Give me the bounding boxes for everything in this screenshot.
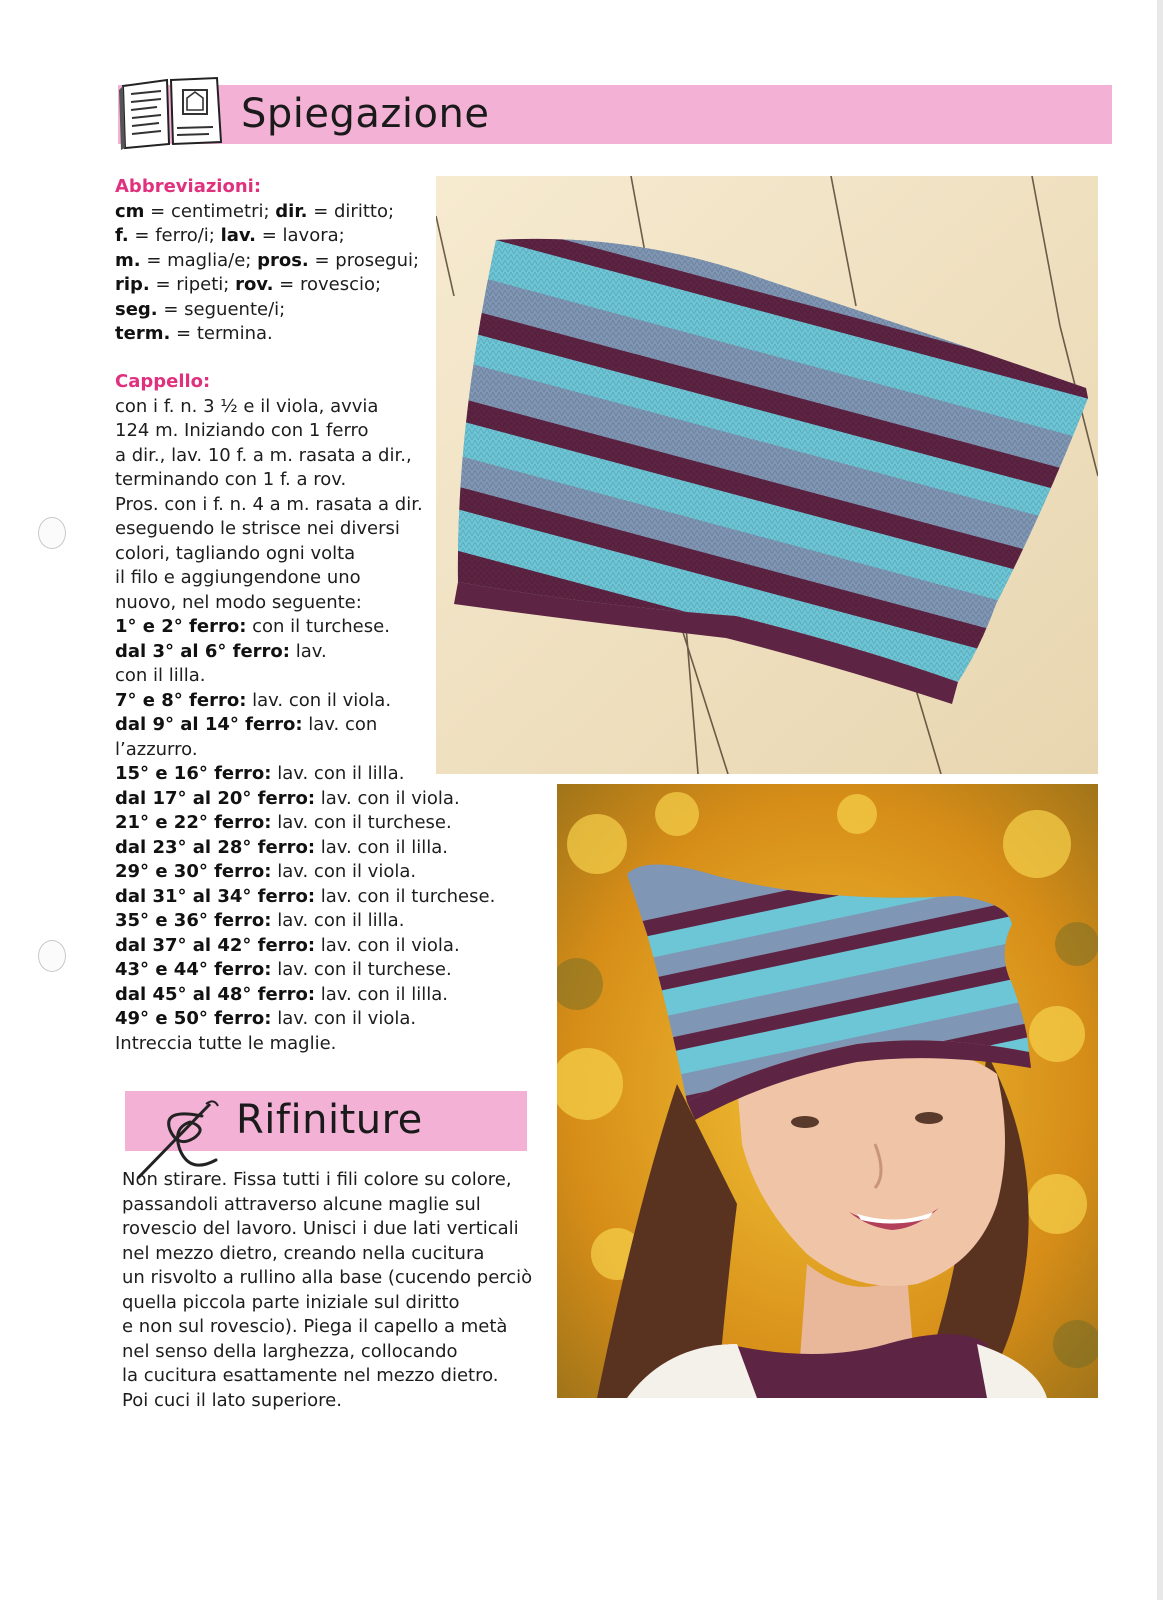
paragraph-line: nel senso della larghezza, collocando bbox=[122, 1340, 458, 1362]
line-text: = prosegui; bbox=[308, 249, 420, 271]
line-text: Intreccia tutte le maglie. bbox=[115, 1032, 337, 1054]
line-text: = ripeti; bbox=[149, 274, 236, 295]
bold-term: rov. bbox=[235, 274, 274, 295]
bold-term: 29° e 30° ferro: bbox=[115, 861, 272, 882]
paragraph-line: rovescio del lavoro. Unisci i due lati verticali bbox=[122, 1218, 519, 1239]
bold-term: dal 9° al 14° ferro: bbox=[115, 714, 303, 735]
line-text: con i f. n. 3 ½ e il viola, avvia bbox=[115, 395, 379, 417]
paragraph-line: la cucitura esattamente nel mezzo dietro. bbox=[122, 1365, 499, 1386]
instruction-line bbox=[115, 983, 495, 1008]
bold-term: rip. bbox=[115, 274, 150, 295]
line-text: a dir., lav. 10 f. a m. rasata a dir., bbox=[115, 444, 412, 466]
abbreviation-line bbox=[115, 249, 419, 274]
paragraph-line: passandoli attraverso alcune maglie sul bbox=[122, 1193, 481, 1215]
instruction-line bbox=[115, 860, 495, 885]
abbreviation-line bbox=[115, 224, 419, 249]
line-text: = seguente/i; bbox=[157, 298, 286, 320]
paragraph-line: Non stirare. Fissa tutti i fili colore su colore, bbox=[122, 1169, 512, 1190]
paragraph-line: un risvolto a rullino alla base (cucendo perciò bbox=[122, 1267, 533, 1288]
line-text: eseguendo le strisce nei diversi bbox=[115, 518, 400, 539]
line-text: 124 m. Iniziando con 1 ferro bbox=[115, 420, 369, 441]
instruction-line bbox=[115, 934, 495, 959]
bold-term: 35° e 36° ferro: bbox=[115, 910, 272, 931]
line-text: lav. con il turchese. bbox=[315, 885, 496, 907]
line-text: = centimetri; bbox=[144, 200, 276, 222]
line-text: lav. con il lilla. bbox=[315, 836, 449, 858]
bold-term: term. bbox=[115, 323, 171, 344]
binder-hole bbox=[38, 940, 66, 972]
line-text: nuovo, nel modo seguente: bbox=[115, 591, 362, 613]
bold-term: f. bbox=[115, 225, 129, 246]
bold-term: dal 45° al 48° ferro: bbox=[115, 983, 316, 1005]
line-text: lav. con bbox=[302, 714, 378, 735]
instruction-line bbox=[115, 885, 495, 910]
bold-term: 7° e 8° ferro: bbox=[115, 689, 247, 711]
abbreviation-line bbox=[115, 200, 419, 225]
bold-term: m. bbox=[115, 249, 141, 271]
page-edge bbox=[1157, 0, 1163, 1600]
instruction-line bbox=[115, 836, 495, 861]
line-text: = termina. bbox=[170, 323, 273, 344]
line-text: = ferro/i; bbox=[128, 225, 221, 246]
line-text: lav. con il lilla. bbox=[271, 763, 405, 784]
abbreviation-line bbox=[115, 322, 419, 347]
abbreviation-line bbox=[115, 298, 419, 323]
line-text: = diritto; bbox=[307, 200, 395, 222]
bold-term: 15° e 16° ferro: bbox=[115, 763, 272, 784]
hat-heading: Cappello: bbox=[115, 371, 211, 392]
instruction-line bbox=[115, 811, 495, 836]
abbreviations-heading: Abbreviazioni: bbox=[115, 176, 262, 197]
bold-term: 21° e 22° ferro: bbox=[115, 812, 272, 833]
bold-term: dal 23° al 28° ferro: bbox=[115, 836, 316, 858]
open-book-icon bbox=[117, 76, 223, 150]
bold-term: lav. bbox=[220, 225, 256, 246]
bold-term: seg. bbox=[115, 298, 158, 320]
line-text: con il lilla. bbox=[115, 665, 206, 686]
instruction-line bbox=[115, 787, 495, 812]
line-text: lav. con il viola. bbox=[271, 861, 417, 882]
instruction-line bbox=[115, 909, 495, 934]
bold-term: dal 31° al 34° ferro: bbox=[115, 885, 316, 907]
abbreviations-block bbox=[115, 175, 419, 347]
line-text: lav. con il lilla. bbox=[271, 910, 405, 931]
bold-term: 1° e 2° ferro: bbox=[115, 616, 247, 637]
bold-term: 43° e 44° ferro: bbox=[115, 959, 272, 980]
bold-term: dal 37° al 42° ferro: bbox=[115, 934, 316, 956]
line-text: lav. con il viola. bbox=[271, 1008, 417, 1029]
finishing-text-block bbox=[122, 1168, 532, 1413]
line-text: = rovescio; bbox=[273, 274, 382, 295]
line-text: lav. con il turchese. bbox=[271, 959, 452, 980]
line-text: = lavora; bbox=[256, 225, 345, 246]
bold-term: dal 3° al 6° ferro: bbox=[115, 640, 290, 662]
line-text: lav. con il viola. bbox=[315, 934, 460, 956]
paragraph-line: Poi cuci il lato superiore. bbox=[122, 1389, 342, 1411]
section-header-band bbox=[118, 85, 1112, 144]
line-text: lav. con il turchese. bbox=[271, 812, 452, 833]
paragraph-line: e non sul rovescio). Piega il capello a metà bbox=[122, 1316, 508, 1337]
line-text: = maglia/e; bbox=[140, 249, 258, 271]
instruction-line bbox=[115, 1032, 495, 1057]
abbreviations-list bbox=[115, 200, 419, 347]
bold-term: 49° e 50° ferro: bbox=[115, 1008, 272, 1029]
line-text: l’azzurro. bbox=[115, 738, 198, 760]
line-text: lav. con il viola. bbox=[315, 787, 460, 809]
paragraph-line: quella piccola parte iniziale sul diritto bbox=[122, 1291, 460, 1313]
section-title-spiegazione: Spiegazione bbox=[241, 90, 490, 137]
abbreviation-line bbox=[115, 273, 419, 298]
bold-term: cm bbox=[115, 200, 145, 222]
line-text: lav. bbox=[290, 640, 327, 662]
line-text: lav. con il viola. bbox=[246, 689, 392, 711]
flat-hat-photo bbox=[436, 176, 1098, 774]
binder-hole bbox=[38, 517, 66, 549]
bold-term: dal 17° al 20° ferro: bbox=[115, 787, 316, 809]
line-text: lav. con il lilla. bbox=[315, 983, 449, 1005]
model-wearing-hat-photo bbox=[557, 784, 1098, 1398]
instruction-line bbox=[115, 1007, 495, 1032]
line-text: terminando con 1 f. a rov. bbox=[115, 469, 347, 490]
section-title-rifiniture: Rifiniture bbox=[236, 1097, 423, 1143]
paragraph-line: nel mezzo dietro, creando nella cucitura bbox=[122, 1242, 485, 1264]
instruction-line bbox=[115, 958, 495, 983]
bold-term: pros. bbox=[257, 249, 309, 271]
line-text: il filo e aggiungendone uno bbox=[115, 567, 361, 588]
line-text: con il turchese. bbox=[246, 616, 390, 637]
bold-term: dir. bbox=[275, 200, 308, 222]
line-text: colori, tagliando ogni volta bbox=[115, 542, 356, 564]
line-text: Pros. con i f. n. 4 a m. rasata a dir. bbox=[115, 493, 423, 515]
finishing-paragraph bbox=[122, 1168, 532, 1413]
